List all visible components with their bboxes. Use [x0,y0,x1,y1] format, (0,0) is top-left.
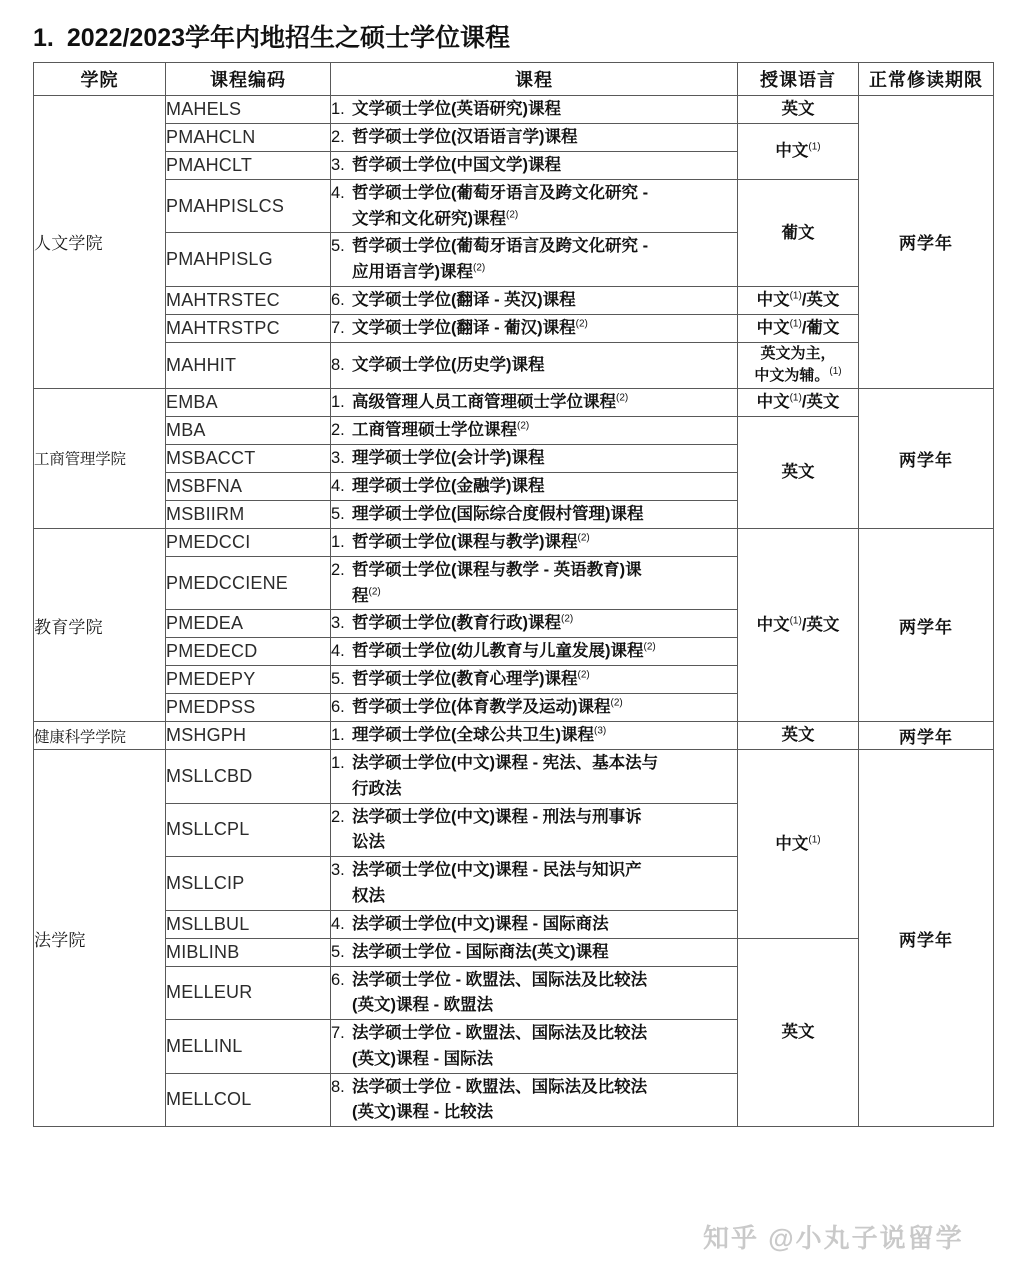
course-name-cell [331,528,738,556]
teaching-language-cell [738,938,859,1126]
course-name-cell [331,910,738,938]
course-code-cell: PMAHCLN [166,124,331,152]
course-name-cell [331,152,738,180]
duration-cell: 两学年 [859,722,994,750]
course-code-cell: PMEDCCI [166,528,331,556]
language-text: 中文 [756,393,790,411]
language-text: 葡文 [781,223,815,242]
course-code-cell: PMEDEA [166,610,331,638]
course-name-cell [331,803,738,856]
course-text-line-1: 哲学硕士学位(葡萄牙语言及跨文化研究 - [352,184,649,202]
footnote-marker: (1) [789,392,802,404]
table-row [34,528,994,556]
course-text-line-1: 哲学硕士学位(教育心理学)课程 [352,670,578,689]
language-text-secondary: /英文 [801,291,840,309]
footnote-marker: (1) [808,141,821,153]
course-name-cell [331,314,738,342]
course-code-cell: MAHELS [166,96,331,124]
course-text-line-1: 法学硕士学位 - 欧盟法、国际法及比较法 [352,1024,648,1043]
course-index: 6. [331,698,345,717]
course-text-line-1: 法学硕士学位(中文)课程 - 民法与知识产 [352,861,642,880]
course-index: 4. [331,914,345,933]
language-text-secondary: /英文 [801,393,840,411]
course-code-cell: MSBIIRM [166,500,331,528]
course-index: 4. [331,642,345,661]
language-text: 中文 [756,319,790,337]
language-text: 中文 [756,615,790,634]
course-code-cell: EMBA [166,388,331,416]
course-index: 5. [331,942,345,961]
course-text-line-1: 哲学硕士学位(汉语语言学)课程 [352,128,578,147]
course-name-cell [331,1020,738,1073]
faculty-name-cell: 人文学院 [34,96,166,389]
footnote-marker: (2) [577,532,590,544]
language-text: 英文 [781,463,815,481]
course-text-line-1: 理学硕士学位(国际综合度假村管理)课程 [352,505,644,524]
course-index: 1. [331,533,345,552]
footnote-marker: (1) [789,615,802,627]
teaching-language-cell [738,314,859,342]
footnote-marker: (1) [789,318,802,330]
course-text-line-1: 法学硕士学位 - 欧盟法、国际法及比较法 [352,970,648,989]
course-text-line-2: 权法 [352,886,385,905]
page-title-number: 1. [33,24,54,52]
course-text-line-1: 哲学硕士学位(幼儿教育与儿童发展)课程 [352,642,644,661]
teaching-language-cell [738,342,859,388]
course-code-cell: MELLINL [166,1020,331,1073]
course-name-cell [331,694,738,722]
teaching-language-cell [738,750,859,938]
table-row [34,722,994,750]
course-index: 6. [331,970,345,989]
course-text-line-2: 程$^{(2)}$ [352,586,381,605]
course-name-cell [331,610,738,638]
faculty-name-cell: 法学院 [34,750,166,1127]
course-code-cell: MAHTRSTEC [166,286,331,314]
course-name-cell [331,556,738,609]
faculty-name-cell: 健康科学学院 [34,722,166,750]
watermark: 知乎 @小丸子说留学 [703,1223,964,1253]
course-text-line-1: 文学硕士学位(翻译 - 葡汉)课程 [352,319,576,338]
teaching-language-cell [738,416,859,528]
course-text-line-1: 哲学硕士学位(中国文学)课程 [352,156,561,175]
course-code-cell: PMEDPSS [166,694,331,722]
course-code-cell: MELLCOL [166,1073,331,1126]
course-index: 8. [331,356,345,375]
course-index: 4. [331,184,345,202]
course-name-cell [331,750,738,803]
course-text-line-1: 法学硕士学位(中文)课程 - 国际商法 [352,914,609,933]
course-text-line-1: 工商管理硕士学位课程 [352,421,517,440]
course-text-line-2: 应用语言学)课程$^{(2)}$ [352,262,486,282]
language-text-secondary: 中文为辅。 [754,367,830,385]
faculty-name-cell: 工商管理学院 [34,388,166,528]
footnote-marker: (2) [616,392,629,404]
course-code-cell: PMEDEPY [166,666,331,694]
duration-cell: 两学年 [859,750,994,1127]
course-index: 4. [331,477,345,496]
course-code-cell: MBA [166,416,331,444]
teaching-language-cell [738,528,859,721]
course-code-cell: PMAHPISLCS [166,180,331,233]
course-text-line-2: 行政法 [352,780,402,799]
course-name-cell [331,938,738,966]
course-index: 5. [331,670,345,689]
language-text: 中文 [775,834,809,853]
table-row [34,96,994,124]
course-index: 7. [331,319,345,338]
course-text-line-1: 理学硕士学位(金融学)课程 [352,477,545,496]
language-text-secondary: /葡文 [801,319,840,337]
teaching-language-cell [738,722,859,750]
course-code-cell: MAHHIT [166,342,331,388]
duration-cell: 两学年 [859,388,994,528]
footnote-marker: (1) [808,834,821,846]
course-text-line-1: 哲学硕士学位(体育教学及运动)课程 [352,698,611,717]
course-name-cell [331,722,738,750]
footnote-marker: (2) [368,586,381,598]
teaching-language-cell [738,388,859,416]
course-code-cell: MSBFNA [166,472,331,500]
course-index: 1. [331,726,345,745]
footnote-marker: (2) [561,613,574,625]
course-text-line-1: 哲学硕士学位(教育行政)课程 [352,614,561,633]
course-index: 3. [331,449,345,468]
course-name-cell [331,96,738,124]
teaching-language-cell [738,124,859,180]
course-text-line-1: 哲学硕士学位(课程与教学 - 英语教育)课 [352,560,642,579]
table-row [34,388,994,416]
course-index: 3. [331,861,345,880]
course-name-cell [331,638,738,666]
teaching-language-cell [738,180,859,287]
course-code-cell: PMAHCLT [166,152,331,180]
table-row [34,938,994,966]
language-text: 英文 [781,1022,815,1041]
course-index: 2. [331,560,345,579]
language-text: 英文 [781,100,815,119]
column-header-code: 课程编码 [166,63,331,96]
course-index: 5. [331,505,345,524]
course-text-line-1: 高级管理人员工商管理硕士学位课程 [352,393,616,412]
table-body [34,96,994,1127]
course-index: 2. [331,128,345,147]
course-text-line-2: (英文)课程 - 国际法 [352,1049,494,1068]
course-text-line-1: 文学硕士学位(翻译 - 英汉)课程 [352,291,576,310]
teaching-language-cell [738,286,859,314]
table-row [34,342,994,388]
course-index: 1. [331,393,345,412]
course-name-cell [331,342,738,388]
table-row [34,314,994,342]
language-text-secondary: /英文 [801,615,840,634]
course-text-line-2: 讼法 [352,833,385,852]
course-text-line-2: 文学和文化研究)课程$^{(2)}$ [352,209,519,228]
course-name-cell [331,416,738,444]
course-name-cell [331,124,738,152]
course-name-cell [331,444,738,472]
course-text-line-1: 法学硕士学位(中文)课程 - 宪法、基本法与 [352,754,659,773]
course-code-cell: MSLLCBD [166,750,331,803]
course-text-line-1: 法学硕士学位 - 欧盟法、国际法及比较法 [352,1077,648,1096]
course-code-cell: MSHGPH [166,722,331,750]
course-text-line-2: (英文)课程 - 比较法 [352,1103,494,1122]
table-header-row [34,63,994,96]
footnote-marker: (2) [517,420,530,432]
course-name-cell [331,666,738,694]
course-code-cell: MSLLBUL [166,910,331,938]
page-title-text: 2022/2023学年内地招生之硕士学位课程 [66,24,511,52]
duration-cell: 两学年 [859,96,994,389]
language-text: 英文为主， [760,344,836,362]
course-name-cell [331,857,738,910]
table-row [34,416,994,444]
postgraduate-programmes-table [33,62,994,1127]
course-index: 1. [331,100,345,119]
table-row [34,750,994,803]
faculty-name-cell: 教育学院 [34,528,166,721]
course-code-cell: MSBACCT [166,444,331,472]
course-code-cell: MSLLCIP [166,857,331,910]
course-text-line-2: (英文)课程 - 欧盟法 [352,996,494,1015]
course-name-cell [331,500,738,528]
column-header-language: 授课语言 [738,63,859,96]
course-index: 6. [331,291,345,310]
course-code-cell: MAHTRSTPC [166,314,331,342]
footnote-marker: (2) [577,669,590,681]
column-header-faculty: 学院 [34,63,166,96]
footnote-marker: (1) [829,366,842,378]
footnote-marker: (2) [575,318,588,330]
course-index: 3. [331,156,345,175]
course-code-cell: PMAHPISLG [166,233,331,286]
course-text-line-1: 文学硕士学位(历史学)课程 [352,356,545,375]
course-name-cell [331,1073,738,1126]
course-index: 7. [331,1024,345,1043]
course-text-line-1: 哲学硕士学位(葡萄牙语言及跨文化研究 - [352,237,649,256]
footnote-marker: (1) [789,290,802,302]
footnote-marker: (2) [610,697,623,709]
footnote-marker: (2) [643,641,656,653]
course-index: 3. [331,614,345,633]
table-row [34,180,994,233]
course-index: 1. [331,754,345,773]
course-index: 2. [331,807,345,826]
course-text-line-1: 文学硕士学位(英语研究)课程 [352,100,561,119]
course-code-cell: MELLEUR [166,966,331,1019]
teaching-language-cell [738,96,859,124]
course-name-cell [331,472,738,500]
course-index: 5. [331,237,345,256]
language-text: 英文 [781,726,815,745]
course-name-cell [331,233,738,286]
course-text-line-1: 法学硕士学位 - 国际商法(英文)课程 [352,942,609,961]
course-name-cell [331,286,738,314]
page-title [33,18,510,54]
course-text-line-1: 哲学硕士学位(课程与教学)课程 [352,533,578,552]
course-code-cell: MSLLCPL [166,803,331,856]
course-text-line-1: 法学硕士学位(中文)课程 - 刑法与刑事诉 [352,807,642,826]
footnote-marker: (2) [473,262,486,274]
course-text-line-1: 理学硕士学位(全球公共卫生)课程 [352,726,594,745]
course-index: 2. [331,421,345,440]
course-name-cell [331,966,738,1019]
course-name-cell [331,388,738,416]
language-text: 中文 [756,291,790,309]
course-name-cell [331,180,738,233]
course-code-cell: PMEDECD [166,638,331,666]
duration-cell: 两学年 [859,528,994,721]
language-text: 中文 [775,142,809,161]
table-row [34,124,994,152]
footnote-marker: (3) [594,725,607,737]
course-code-cell: MIBLINB [166,938,331,966]
table-row [34,286,994,314]
footnote-marker: (2) [506,209,519,221]
course-index: 8. [331,1077,345,1096]
course-code-cell: PMEDCCIENE [166,556,331,609]
column-header-course: 课程 [331,63,738,96]
course-text-line-1: 理学硕士学位(会计学)课程 [352,449,545,468]
column-header-duration: 正常修读期限 [859,63,994,96]
